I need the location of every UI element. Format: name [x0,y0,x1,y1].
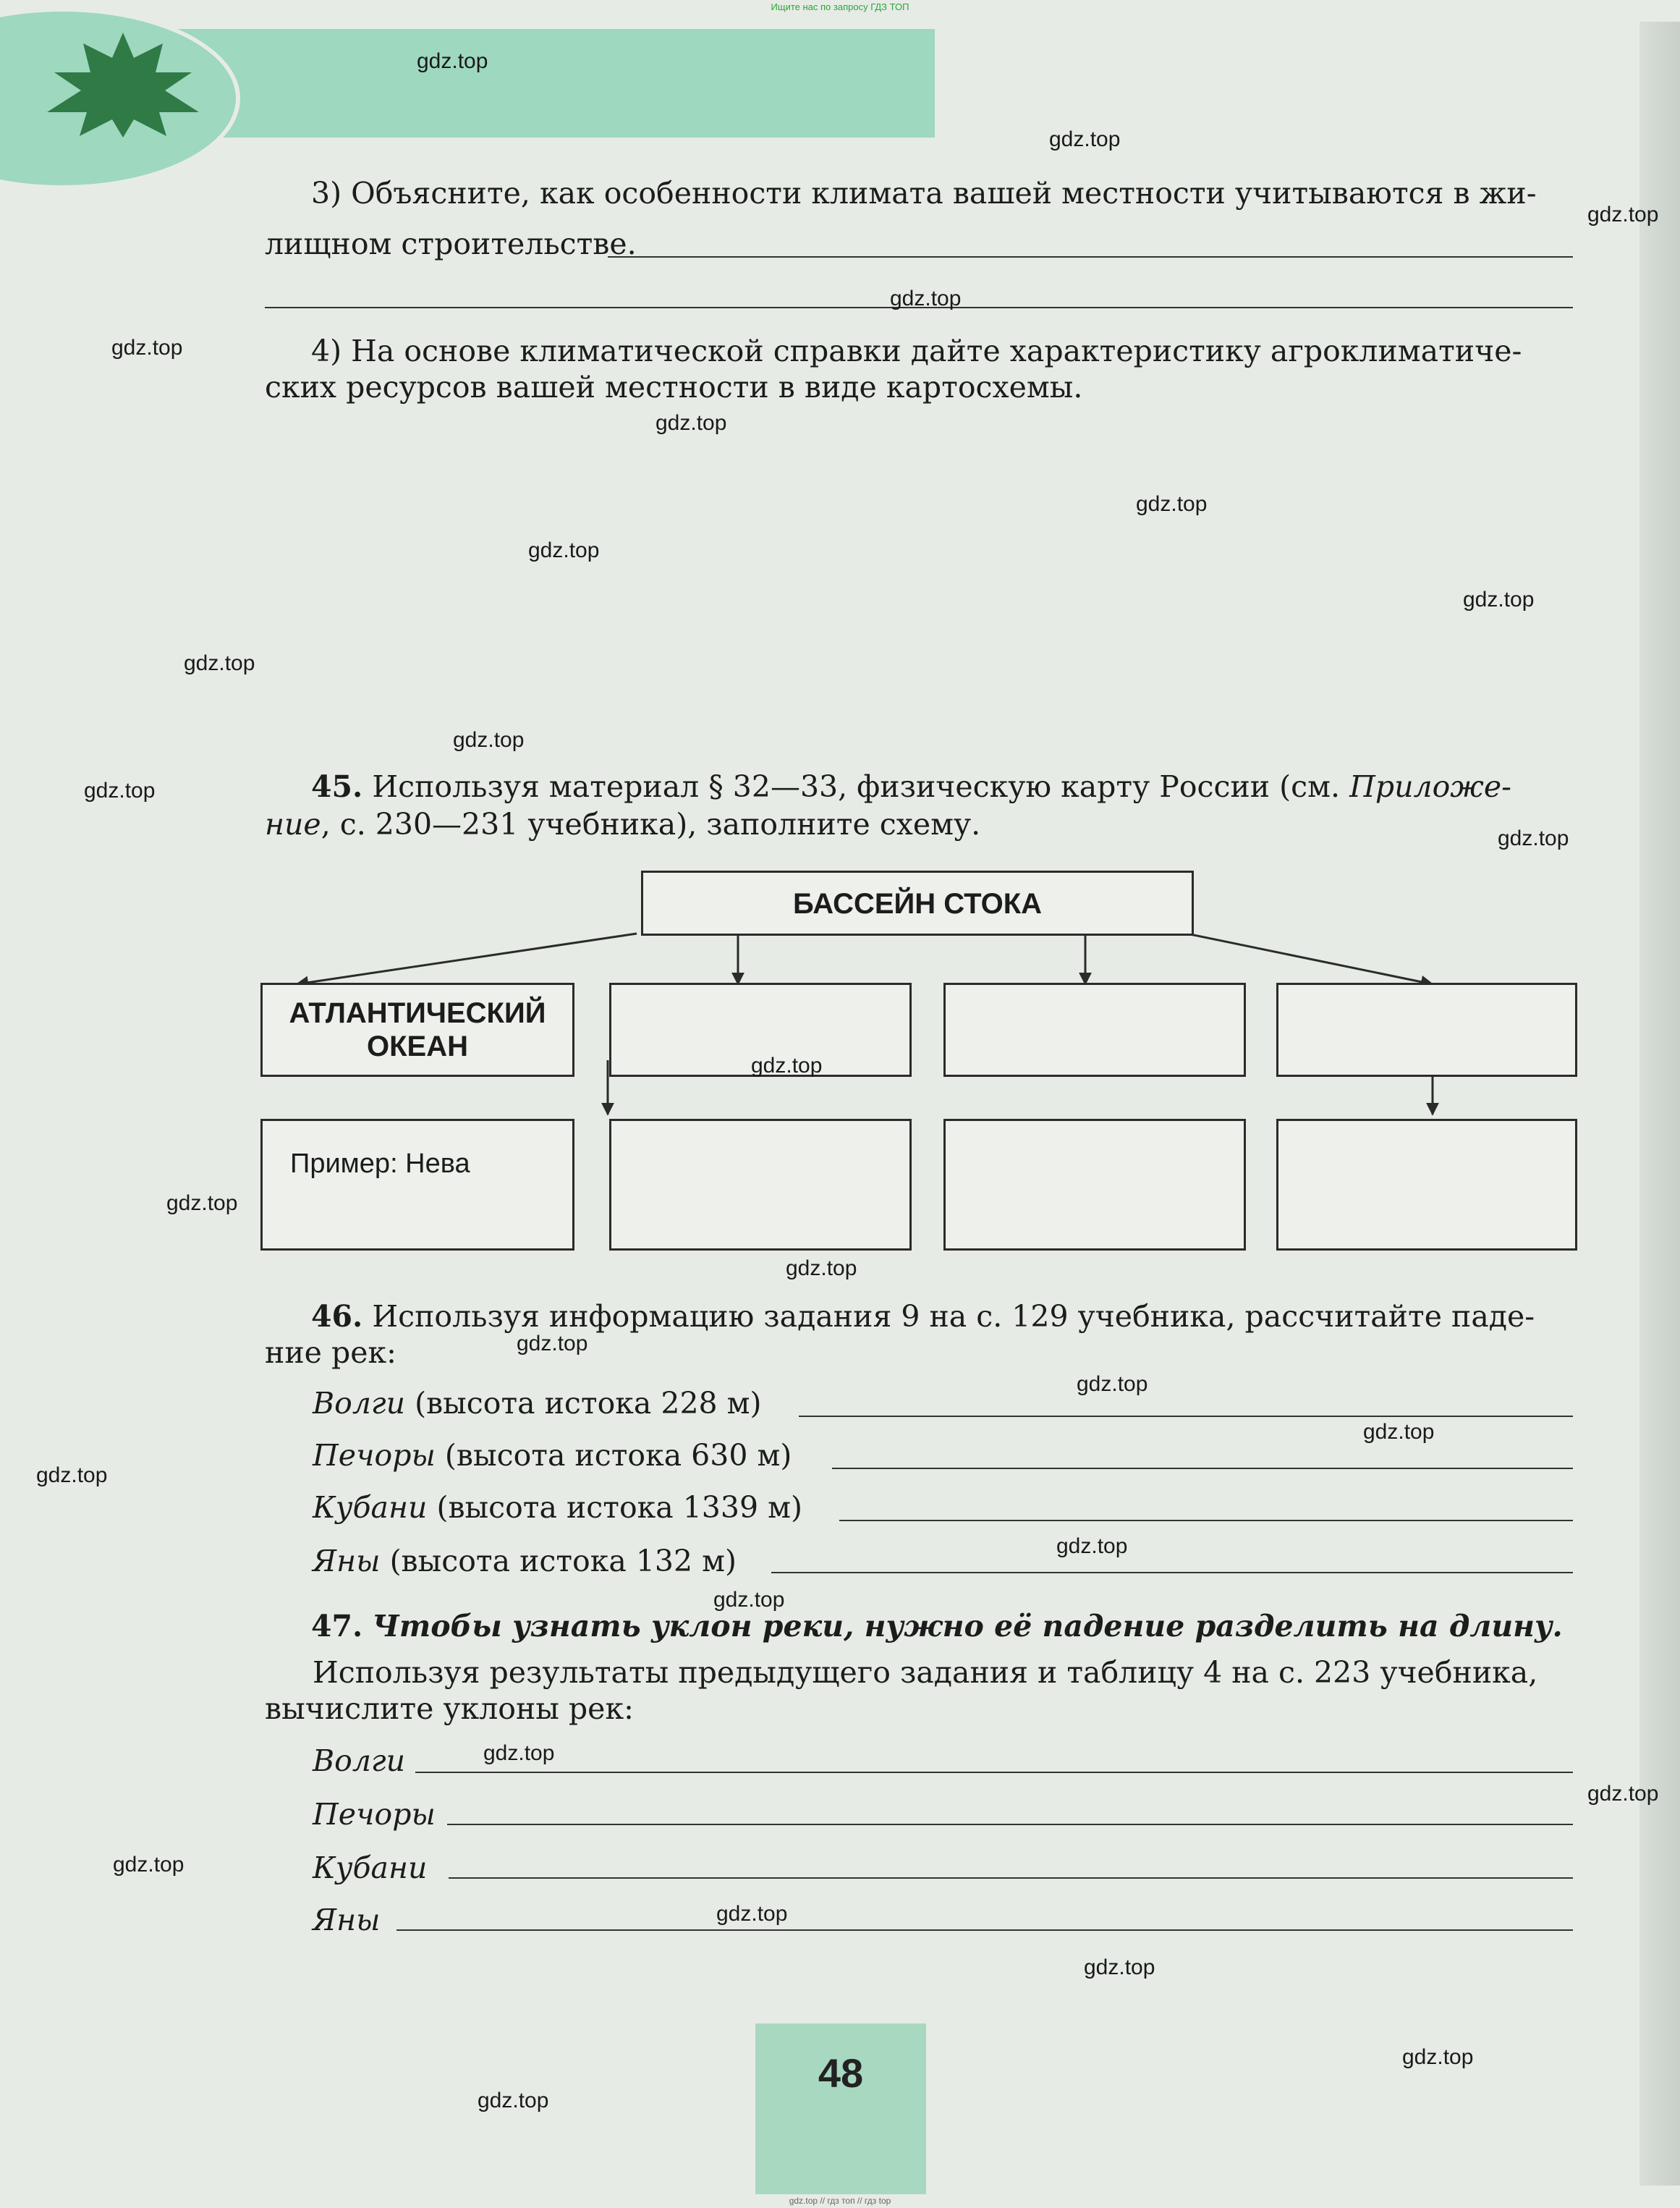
river-slope-label: Кубани [313,1850,428,1885]
river-note: (высота истока 132 м) [389,1544,737,1578]
watermark: gdz.top [1136,492,1208,516]
watermark: gdz.top [36,1463,108,1487]
answer-line[interactable] [832,1468,1573,1469]
scheme-ocean-empty-box[interactable] [943,983,1246,1077]
scheme-river-box[interactable] [1276,1119,1577,1251]
river-slope-label: Волги [313,1743,406,1778]
watermark: gdz.top [1587,203,1659,227]
scheme-top-box [641,871,1194,936]
task45-text-italic: Приложе- [1349,769,1511,804]
watermark: gdz.top [1084,1955,1155,1979]
task-number: 47. [311,1609,363,1644]
task3-line1: 3) Объясните, как особенности климата вашей местности учитываются в жи- [311,176,1537,211]
river-slope-label: Печоры [313,1797,436,1832]
task46-line2: ние рек: [265,1335,396,1370]
search-notice: Ищите нас по запросу ГДЗ ТОП [771,1,909,12]
watermark: gdz.top [1498,826,1569,850]
ocean-label-line1: АТЛАНТИЧЕСКИЙ [289,997,546,1029]
page-number-box [755,2023,926,2194]
scheme-river-box[interactable] [260,1119,574,1251]
task46-text: Используя информацию задания 9 на с. 129 учебника, рассчитайте паде- [372,1299,1535,1334]
page-edge-shadow [1639,22,1680,2186]
watermark: gdz.top [517,1332,588,1355]
task3-line2: лищном строительстве. [265,227,637,261]
answer-line[interactable] [396,1929,1573,1931]
river-slope-label: Яны [313,1903,381,1937]
river-fall-row [313,1540,819,1582]
watermark: gdz.top [84,779,156,803]
watermark: gdz.top [113,1853,184,1877]
watermark: gdz.top [1463,588,1535,612]
watermark: gdz.top [166,1191,238,1215]
footer-notice: gdz.top // гдз топ // гдз top [789,2196,891,2206]
answer-line[interactable] [771,1572,1573,1573]
task4-line1: 4) На основе климатической справки дайте характеристику агроклиматиче- [311,334,1522,368]
watermark: gdz.top [184,651,255,675]
page-number: 48 [818,2050,864,2096]
task47-rule-text: Чтобы узнать уклон реки, нужно её падение разделить на длину. [372,1609,1563,1644]
task47-line1 [311,1605,1584,1647]
task45-text-italic: ние [265,807,321,842]
watermark: gdz.top [1077,1372,1148,1396]
watermark: gdz.top [478,2089,549,2112]
task47-line3: вычислите уклоны рек: [265,1691,634,1726]
ocean-label-line2: ОКЕАН [367,1031,468,1062]
river-note: (высота истока 630 м) [444,1438,792,1473]
answer-line[interactable] [799,1416,1573,1417]
task45-line1 [311,766,1584,808]
river-note: (высота истока 1339 м) [436,1490,802,1525]
river-fall-row [313,1434,862,1476]
watermark: gdz.top [713,1588,785,1612]
river-fall-row [313,1382,819,1424]
watermark: gdz.top [656,411,727,435]
watermark: gdz.top [1587,1782,1659,1806]
watermark: gdz.top [417,49,488,73]
task45-text: Используя материал § 32—33, физическую карту России (см. [372,769,1341,804]
river-name: Кубани [313,1490,428,1525]
task-number: 46. [311,1299,363,1334]
scheme-ocean-box [260,983,574,1077]
river-note: (высота истока 228 м) [415,1386,762,1421]
task45-text: , с. 230—231 учебника), заполните схему. [321,807,981,842]
watermark: gdz.top [751,1054,823,1078]
answer-line[interactable] [839,1520,1573,1521]
task-number: 45. [311,769,363,804]
star-icon [36,29,210,138]
header-zigzag [174,109,935,152]
watermark: gdz.top [890,287,962,310]
task45-line2 [265,803,1422,845]
river-name: Волги [313,1386,406,1421]
task47-line2: Используя результаты предыдущего задания и таблицу 4 на с. 223 учебника, [313,1655,1538,1690]
river-name: Яны [313,1544,381,1578]
scheme-top-label: БАССЕЙН СТОКА [792,888,1043,920]
watermark: gdz.top [1049,127,1121,151]
scheme-river-box[interactable] [943,1119,1246,1251]
river-name: Печоры [313,1438,436,1473]
answer-line[interactable] [415,1772,1573,1773]
watermark: gdz.top [786,1256,857,1280]
answer-line[interactable] [447,1824,1573,1825]
task4-line2: ских ресурсов вашей местности в виде картосхемы. [265,370,1083,405]
answer-line[interactable] [449,1877,1573,1879]
answer-line[interactable] [608,256,1573,258]
watermark: gdz.top [716,1902,788,1926]
watermark: gdz.top [528,538,600,562]
river-fall-row [313,1486,862,1528]
watermark: gdz.top [453,728,525,752]
scheme-ocean-empty-box[interactable] [1276,983,1577,1077]
example-label: Пример: Нева [290,1149,470,1179]
watermark: gdz.top [1363,1420,1435,1444]
watermark: gdz.top [1056,1534,1128,1558]
watermark: gdz.top [111,336,183,360]
scheme-river-box[interactable] [609,1119,912,1251]
watermark: gdz.top [1402,2045,1474,2069]
watermark: gdz.top [483,1741,555,1765]
